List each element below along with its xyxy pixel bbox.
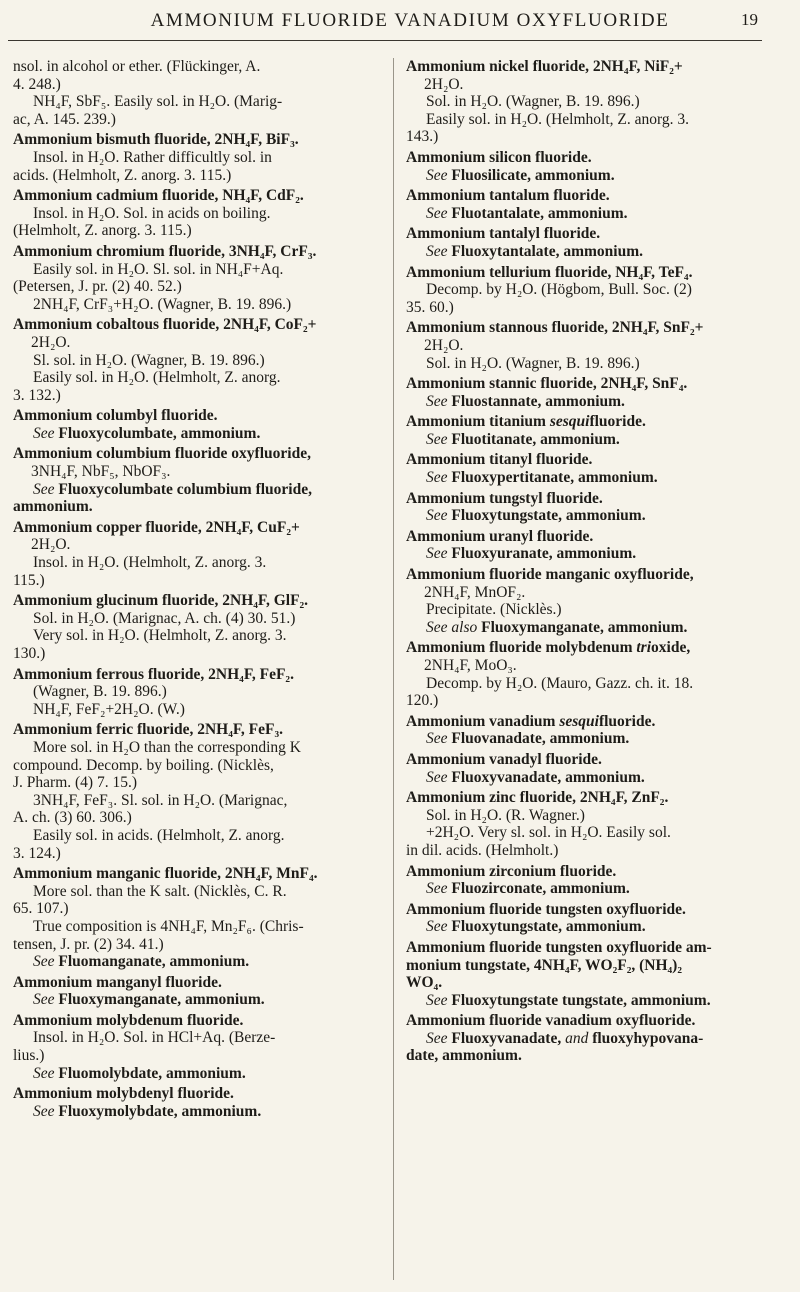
cross-reference: Fluovanadate, ammonium. <box>451 730 630 748</box>
cross-reference: Fluoxycolumbate columbium fluoride, <box>58 480 312 498</box>
entry-line: Ammonium copper fluoride, 2NH₄F, CuF₂+ <box>13 518 300 536</box>
entry-line: lius.) <box>13 1047 45 1065</box>
heading-text: fluoride. <box>598 712 656 730</box>
entry-line: Sol. in H₂O. (Marignac, A. ch. (4) 30. 51.) <box>33 609 296 627</box>
entry-line: acids. (Helmholt, Z. anorg. 3. 115.) <box>13 166 232 184</box>
heading-text: Ammonium fluoride molybdenum <box>406 639 637 657</box>
entry-line <box>406 469 774 487</box>
see-word: See <box>426 166 448 184</box>
entry-line: Ammonium chromium fluoride, 3NH₄F, CrF₃. <box>13 242 317 260</box>
entry <box>13 865 379 971</box>
entry-line: 120.) <box>406 692 439 710</box>
entry-line: 2H₂O. <box>424 75 464 93</box>
entry <box>406 751 774 786</box>
see-word: See <box>426 430 448 448</box>
cross-reference: Fluostannate, ammonium. <box>451 392 625 410</box>
entry-line: 130.) <box>13 645 46 662</box>
see-word: See <box>33 1064 55 1082</box>
entry-line <box>406 431 774 449</box>
entry-line: 2NH₄F, MoO₃. <box>424 657 517 674</box>
entry <box>406 319 774 372</box>
see-word: See <box>33 424 55 442</box>
entry-line: (Wagner, B. 19. 896.) <box>33 683 167 701</box>
entry-line: Ammonium stannous fluoride, 2NH₄F, SnF₂+ <box>406 319 704 337</box>
entry-line: date, ammonium. <box>406 1047 522 1065</box>
entry <box>406 528 774 563</box>
entry-line: 35. 60.) <box>406 298 454 316</box>
entry <box>406 1012 774 1065</box>
entry <box>406 713 774 748</box>
left-column <box>13 58 379 1123</box>
page-number: 19 <box>741 10 758 29</box>
entry-line: compound. Decomp. by boiling. (Nicklès, <box>13 756 274 774</box>
entry-line: Ammonium titanyl fluoride. <box>406 451 593 469</box>
entry <box>406 566 774 636</box>
entry-line: Easily sol. in H₂O. (Helmholt, Z. anorg. <box>33 369 281 387</box>
entry-line: Sl. sol. in H₂O. (Wagner, B. 19. 896.) <box>33 351 265 369</box>
entry-line: Ammonium bismuth fluoride, 2NH₄F, BiF₃. <box>13 131 299 149</box>
entry-line <box>406 918 774 936</box>
see-word: See <box>426 507 448 525</box>
entry-line: 2NH₄F, CrF₃+H₂O. (Wagner, B. 19. 896.) <box>33 295 292 313</box>
entry-line: Ammonium tungstyl fluoride. <box>406 489 603 507</box>
entry-line <box>406 619 774 637</box>
entry-line: Precipitate. (Nicklès.) <box>426 601 562 619</box>
entry-line: Insol. in H₂O. Sol. in HCl+Aq. (Berze- <box>33 1029 276 1047</box>
entry-line: Ammonium fluoride tungsten oxyfluoride am- <box>406 938 712 956</box>
entry-line <box>406 992 774 1010</box>
cross-reference: Fluoxytungstate, ammonium. <box>451 918 646 936</box>
entry <box>13 407 379 442</box>
see-word: See <box>426 730 448 748</box>
entry <box>13 243 379 313</box>
entry <box>13 131 379 184</box>
entry-line: Ammonium fluoride manganic oxyfluoride, <box>406 566 694 584</box>
cross-reference: Fluotitanate, ammonium. <box>451 430 620 448</box>
cross-reference: Fluosilicate, ammonium. <box>451 166 615 184</box>
entry-line: 2H₂O. <box>31 536 71 554</box>
entry-line: 4. 248.) <box>13 75 61 93</box>
entry-line: 115.) <box>13 571 45 589</box>
see-word: See <box>426 991 448 1009</box>
entry-line: 3NH₄F, FeF₃. Sl. sol. in H₂O. (Marignac, <box>33 791 288 809</box>
see-word: See <box>33 991 55 1009</box>
see-word: See <box>33 1102 55 1120</box>
entry-line: +2H₂O. Very sl. sol. in H₂O. Easily sol. <box>426 824 671 842</box>
entry-line <box>406 413 774 431</box>
entry <box>406 149 774 184</box>
entry-line: Ammonium ferric fluoride, 2NH₄F, FeF₃. <box>13 721 284 739</box>
entry <box>13 592 379 662</box>
entry <box>406 413 774 448</box>
entry-line <box>13 1103 379 1121</box>
entry-line <box>406 243 774 261</box>
entry-line <box>406 507 774 525</box>
cross-reference: Fluoxytungstate tungstate, ammonium. <box>451 991 711 1009</box>
see-word: See <box>426 469 448 487</box>
see-word: and <box>561 1029 593 1047</box>
heading-italic: tri <box>636 639 652 657</box>
entry-line: Ammonium silicon fluoride. <box>406 148 592 166</box>
heading-text: Ammonium vanadium <box>406 712 560 730</box>
see-word: See <box>426 392 448 410</box>
entry-line: Ammonium manganyl fluoride. <box>13 973 222 991</box>
entry-line <box>406 393 774 411</box>
entry-line: Ammonium zirconium fluoride. <box>406 862 617 880</box>
see-word: See <box>426 204 448 222</box>
cross-reference: Fluoxymolybdate, ammonium. <box>58 1102 262 1120</box>
see-word: See <box>33 953 55 971</box>
cross-reference: Fluotantalate, ammonium. <box>451 204 628 222</box>
entry-line <box>406 639 774 657</box>
entry-line <box>13 425 379 443</box>
entry-line: Ammonium tantalyl fluoride. <box>406 225 601 243</box>
entry-line: Ammonium fluoride tungsten oxyfluoride. <box>406 900 686 918</box>
entry <box>13 519 379 589</box>
entry-line: 3. 132.) <box>13 386 61 404</box>
entry-line: More sol. than the K salt. (Nicklès, C. R. <box>33 882 287 900</box>
entry-line <box>13 481 379 499</box>
entry-line: 2NH₄F, MnOF₂. <box>424 583 526 601</box>
column-divider <box>393 58 394 1280</box>
cross-reference: Fluoxyvanadate, ammonium. <box>451 768 645 786</box>
cross-reference: Fluoxycolumbate, ammonium. <box>58 424 261 442</box>
entry <box>406 490 774 525</box>
entry <box>13 316 379 404</box>
cross-reference: Fluomanganate, ammonium. <box>58 953 250 971</box>
entry-line <box>406 545 774 563</box>
entry-line: Ammonium manganic fluoride, 2NH₄F, MnF₄. <box>13 865 318 883</box>
entry-line: in dil. acids. (Helmholt.) <box>406 841 559 859</box>
entry-line <box>406 769 774 787</box>
cross-reference: Fluozirconate, ammonium. <box>451 880 630 898</box>
entry-line <box>13 991 379 1009</box>
entry-line: Ammonium vanadyl fluoride. <box>406 750 602 768</box>
entry <box>406 58 774 146</box>
entry-line: 143.) <box>406 128 439 146</box>
entry <box>406 901 774 936</box>
see-word: See <box>426 880 448 898</box>
entry-line: More sol. in H₂O than the corresponding K <box>33 738 301 756</box>
entry-line: Ammonium tellurium fluoride, NH₄F, TeF₄. <box>406 263 693 281</box>
cross-reference: fluoxyhypovana- <box>592 1029 704 1047</box>
right-column <box>406 58 774 1068</box>
cross-reference: Fluoxytantalate, ammonium. <box>451 242 643 260</box>
cross-reference: Fluoxyvanadate, <box>451 1029 562 1047</box>
entry-line: monium tungstate, 4NH₄F, WO₂F₂, (NH₄)₂ <box>406 956 682 974</box>
entry-line: Easily sol. in acids. (Helmholt, Z. anorg. <box>33 826 285 844</box>
entry-line: NH₄F, FeF₂+2H₂O. (W.) <box>33 700 185 718</box>
entry <box>406 863 774 898</box>
entry-line <box>406 205 774 223</box>
entry-line <box>406 713 774 731</box>
see-word: See <box>426 768 448 786</box>
entry-line: NH₄F, SbF₅. Easily sol. in H₂O. (Marig- <box>33 93 283 111</box>
entry-line <box>13 953 379 971</box>
entry-line <box>13 1065 379 1083</box>
entry <box>406 789 774 859</box>
entry <box>406 187 774 222</box>
entry-line: Ammonium nickel fluoride, 2NH₄F, NiF₂+ <box>406 58 683 75</box>
see-word: See <box>426 242 448 260</box>
entry-line: (Helmholt, Z. anorg. 3. 115.) <box>13 222 192 240</box>
entry <box>13 445 379 515</box>
cross-reference: Fluoxyuranate, ammonium. <box>451 545 637 563</box>
entry-line: Decomp. by H₂O. (Mauro, Gazz. ch. it. 18. <box>426 674 694 692</box>
entry-line: A. ch. (3) 60. 306.) <box>13 809 132 827</box>
entry <box>13 974 379 1009</box>
entry <box>13 1085 379 1120</box>
entry-line: Ammonium cobaltous fluoride, 2NH₄F, CoF₂+ <box>13 316 317 334</box>
running-head-title: AMMONIUM FLUORIDE VANADIUM OXYFLUORIDE <box>150 10 670 31</box>
heading-text: oxide, <box>651 639 691 657</box>
entry-line: Ammonium stannic fluoride, 2NH₄F, SnF₄. <box>406 375 688 393</box>
see-word: See <box>33 480 55 498</box>
entry-line: 2H₂O. <box>31 333 71 351</box>
entry-line: Very sol. in H₂O. (Helmholt, Z. anorg. 3. <box>33 627 287 645</box>
entry <box>13 58 379 128</box>
heading-text: Ammonium titanium <box>406 413 550 431</box>
entry <box>406 639 774 709</box>
entry-line: Insol. in H₂O. Sol. in acids on boiling. <box>33 204 271 222</box>
entry-line: Easily sol. in H₂O. Sl. sol. in NH₄F+Aq. <box>33 260 284 278</box>
entry <box>13 721 379 862</box>
entry <box>13 187 379 240</box>
entry-line: Sol. in H₂O. (Wagner, B. 19. 896.) <box>426 354 640 372</box>
running-head <box>0 0 800 60</box>
cross-reference: Fluoxymanganate, ammonium. <box>481 618 688 636</box>
entry-line <box>406 167 774 185</box>
entry-line: Insol. in H₂O. Rather difficultly sol. in <box>33 148 272 166</box>
entry-line: (Petersen, J. pr. (2) 40. 52.) <box>13 278 182 296</box>
entry-line: Ammonium molybdenyl fluoride. <box>13 1085 234 1103</box>
entry-line: Ammonium zinc fluoride, 2NH₄F, ZnF₂. <box>406 789 669 807</box>
entry-line: ammonium. <box>13 498 93 516</box>
entry-line: Ammonium glucinum fluoride, 2NH₄F, GlF₂. <box>13 592 309 610</box>
entry-line: Ammonium columbyl fluoride. <box>13 407 218 425</box>
heading-italic: sesqui <box>559 712 599 730</box>
entry-line: 3. 124.) <box>13 844 61 862</box>
entry-line: Sol. in H₂O. (Wagner, B. 19. 896.) <box>426 93 640 111</box>
entry-line <box>406 1030 774 1048</box>
heading-italic: sesqui <box>549 413 590 431</box>
entry <box>406 264 774 317</box>
see-word: See also <box>426 618 478 636</box>
entry-line: Ammonium molybdenum fluoride. <box>13 1011 244 1029</box>
see-word: See <box>426 545 448 563</box>
entry <box>13 1012 379 1082</box>
entry-line: Ammonium fluoride vanadium oxyfluoride. <box>406 1012 696 1030</box>
entry-line: Ammonium ferrous fluoride, 2NH₄F, FeF₂. <box>13 665 294 683</box>
entry <box>406 451 774 486</box>
entry-line: tensen, J. pr. (2) 34. 41.) <box>13 935 164 953</box>
entry <box>406 939 774 1009</box>
cross-reference: Fluomolybdate, ammonium. <box>58 1064 246 1082</box>
see-word: See <box>426 918 448 936</box>
cross-reference: Fluoxymanganate, ammonium. <box>58 991 265 1009</box>
entry-line: Decomp. by H₂O. (Högbom, Bull. Soc. (2) <box>426 281 692 299</box>
entry <box>13 666 379 719</box>
entry-line: Easily sol. in H₂O. (Helmholt, Z. anorg. 3. <box>426 110 689 128</box>
cross-reference: Fluoxypertitanate, ammonium. <box>451 469 658 487</box>
entry-line: 2H₂O. <box>424 336 464 354</box>
entry-line: nsol. in alcohol or ether. (Flückinger, A. <box>13 58 261 75</box>
entry-line: 65. 107.) <box>13 900 69 918</box>
see-word: See <box>426 1029 448 1047</box>
header-rule <box>8 40 762 41</box>
entry-line: Ammonium cadmium fluoride, NH₄F, CdF₂. <box>13 187 304 205</box>
entry-line: Insol. in H₂O. (Helmholt, Z. anorg. 3. <box>33 554 267 572</box>
entry-line: J. Pharm. (4) 7. 15.) <box>13 774 137 792</box>
entry-line: True composition is 4NH₄F, Mn₂F₆. (Chris- <box>33 917 304 935</box>
entry-line <box>406 880 774 898</box>
entry-line: Ammonium tantalum fluoride. <box>406 187 610 205</box>
entry-line: WO₄. <box>406 974 443 992</box>
heading-text: fluoride. <box>589 413 646 431</box>
entry-line: Ammonium columbium fluoride oxyfluoride, <box>13 445 311 463</box>
cross-reference: Fluoxytungstate, ammonium. <box>451 507 646 525</box>
entry <box>406 375 774 410</box>
entry-line: Sol. in H₂O. (R. Wagner.) <box>426 806 585 824</box>
entry-line: Ammonium uranyl fluoride. <box>406 527 594 545</box>
entry-line: 3NH₄F, NbF₅, NbOF₃. <box>31 463 171 481</box>
entry-line <box>406 730 774 748</box>
entry-line: ac, A. 145. 239.) <box>13 110 116 128</box>
entry <box>406 225 774 260</box>
